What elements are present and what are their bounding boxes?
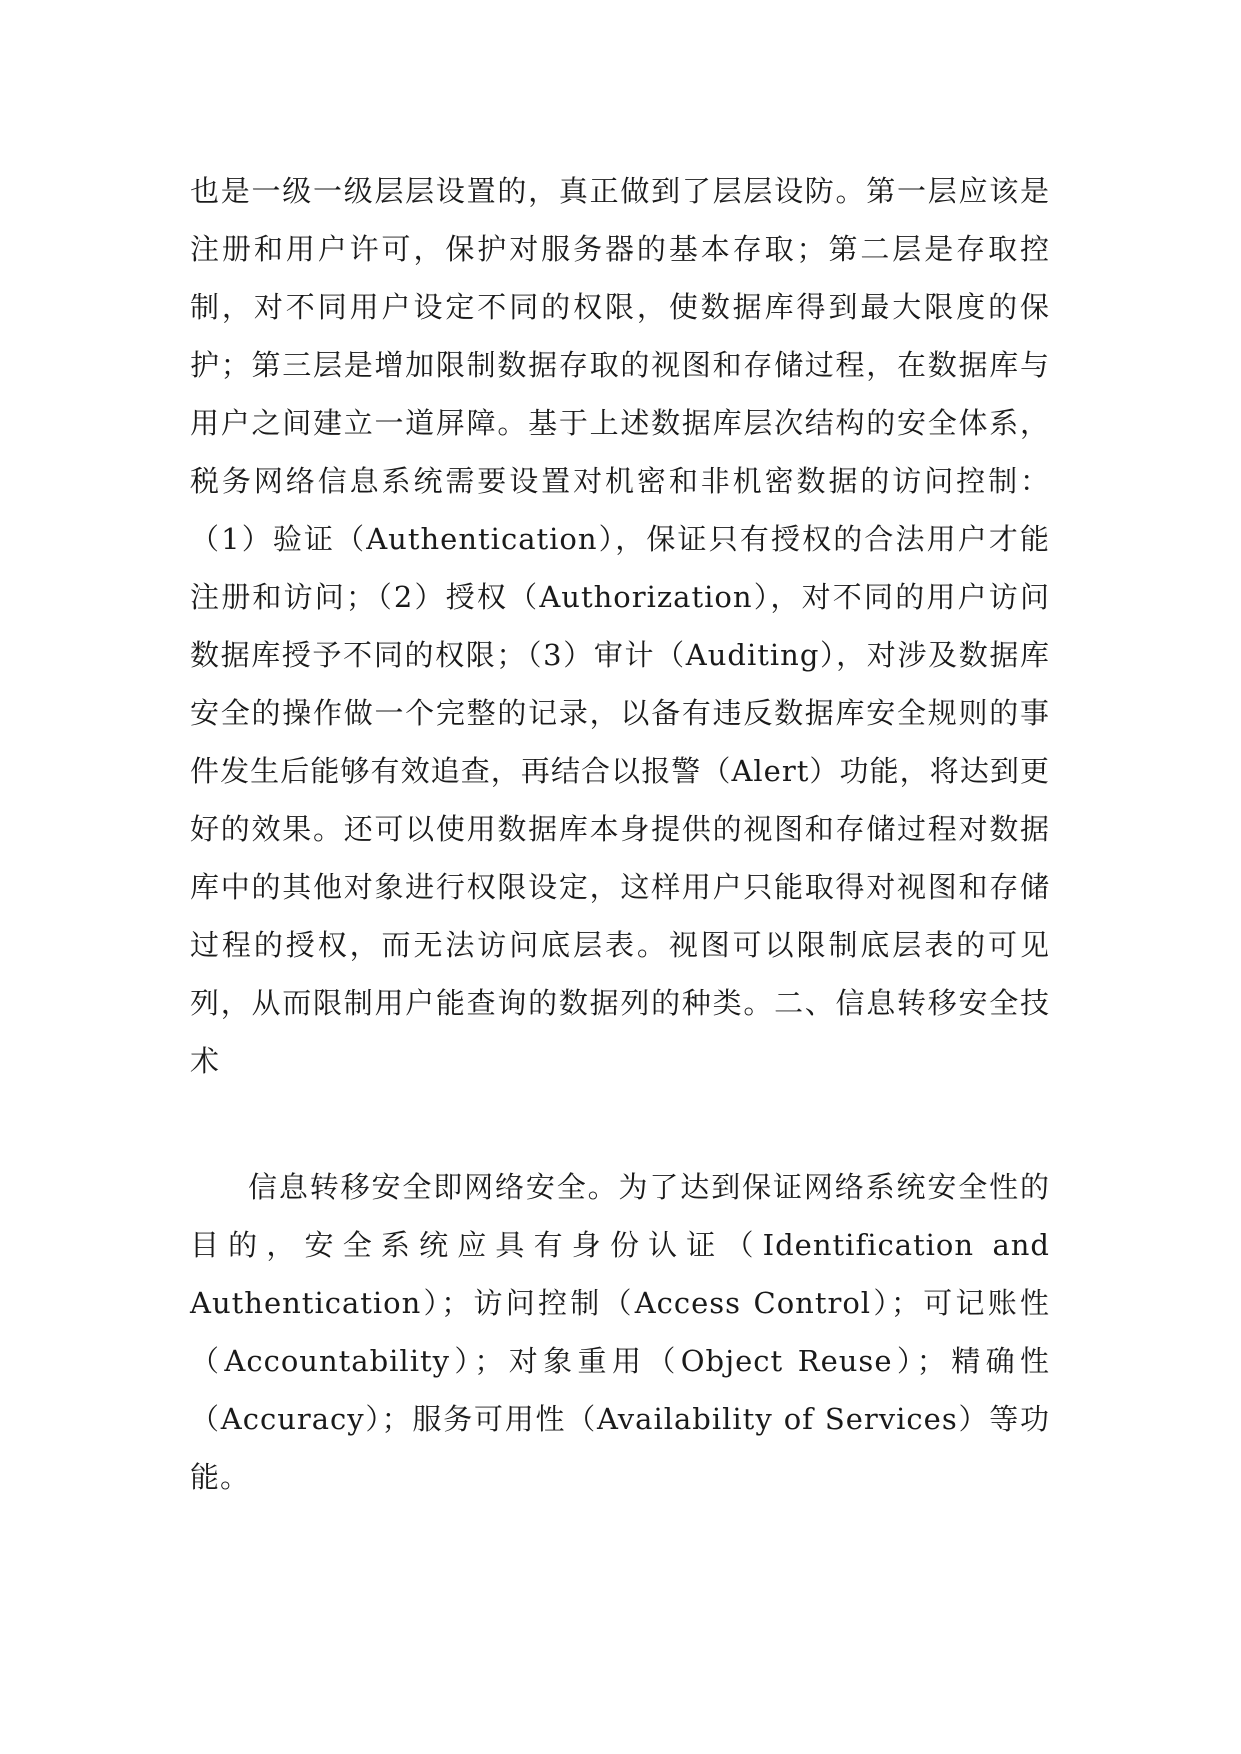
body-paragraph-2: 信息转移安全即网络安全。为了达到保证网络系统安全性的目的，安全系统应具有身份认证（Identification and Authentication）；访问控制（Access Control）；可记账性（Accountability）；对象重用（Object Reuse）；精确性（Accuracy）；服务可用性（Availability of Services）等功能。 bbox=[190, 1170, 1050, 1494]
body-paragraph-1: 也是一级一级层层设置的，真正做到了层层设防。第一层应该是注册和用户许可，保护对服务器的基本存取；第二层是存取控制，对不同用户设定不同的权限，使数据库得到最大限度的保护；第三层是增加限制数据存取的视图和存储过程，在数据库与用户之间建立一道屏障。基于上述数据库层次结构的安全体系，税务网络信息系统需要设置对机密和非机密数据的访问控制：（1）验证（Authentication），保证只有授权的合法用户才能注册和访问；（2）授权（Authorization），对不同的用户访问数据库授予不同的权限；（3）审计（Auditing），对涉及数据库安全的操作做一个完整的记录，以备有违反数据库安全规则的事件发生后能够有效追查，再结合以报警（Alert）功能，将达到更好的效果。还可以使用数据库本身提供的视图和存储过程对数据库中的其他对象进行权限设定，这样用户只能取得对视图和存储过程的授权，而无法访问底层表。视图可以限制底层表的可见列，从而限制用户能查询的数据列的种类。二、信息转移安全技术 bbox=[190, 174, 1050, 1078]
document-page bbox=[190, 162, 1050, 1506]
